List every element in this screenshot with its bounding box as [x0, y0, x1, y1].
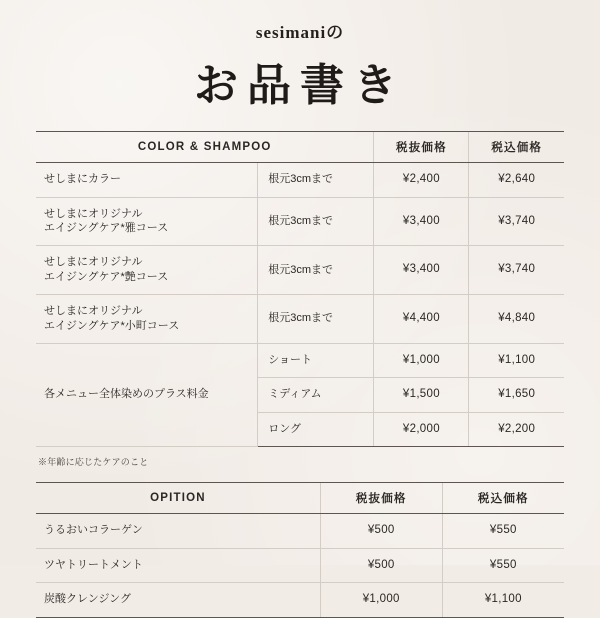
row-sub: 根元3cmまで — [258, 294, 374, 343]
tables-container — [0, 131, 600, 618]
page-header — [0, 0, 600, 113]
table-row — [36, 548, 564, 583]
option-table-head — [36, 483, 564, 514]
row-price-included: ¥2,200 — [469, 412, 564, 447]
row-price-excluded: ¥1,000 — [374, 343, 469, 378]
row-sub: ショート — [258, 343, 374, 378]
header-tax-excluded: 税抜価格 — [374, 132, 469, 163]
row-price-included: ¥3,740 — [469, 197, 564, 246]
option-table — [36, 482, 564, 618]
row-price-excluded: ¥1,000 — [320, 583, 442, 618]
row-price-included: ¥2,640 — [469, 163, 564, 198]
table-header-row — [36, 132, 564, 163]
section-spacer — [36, 468, 564, 482]
table-row — [36, 163, 564, 198]
row-name: せしまにオリジナル エイジングケア*小町コース — [36, 294, 258, 343]
row-price-included: ¥1,650 — [469, 378, 564, 413]
row-sub: 根元3cmまで — [258, 163, 374, 198]
row-sub: 根元3cmまで — [258, 246, 374, 295]
color-shampoo-table-head — [36, 132, 564, 163]
row-price-included: ¥3,740 — [469, 246, 564, 295]
row-price-excluded: ¥4,400 — [374, 294, 469, 343]
table-row — [36, 246, 564, 295]
row-name: うるおいコラーゲン — [36, 514, 320, 549]
option-table-body — [36, 514, 564, 618]
header-option-category: OPITION — [36, 483, 320, 514]
color-shampoo-table — [36, 131, 564, 447]
row-name-merged: 各メニュー全体染めのプラス料金 — [36, 343, 258, 447]
table-row — [36, 197, 564, 246]
table-row — [36, 514, 564, 549]
brand-name: sesimaniの — [255, 23, 345, 42]
row-price-included: ¥1,100 — [469, 343, 564, 378]
row-name: 炭酸クレンジング — [36, 583, 320, 618]
row-name: せしまにオリジナル エイジングケア*艶コース — [36, 246, 258, 295]
row-sub: 根元3cmまで — [258, 197, 374, 246]
row-price-excluded: ¥2,400 — [374, 163, 469, 198]
page-title: お品書き — [194, 61, 406, 110]
color-shampoo-table-body — [36, 163, 564, 447]
row-price-excluded: ¥500 — [320, 548, 442, 583]
row-sub: ミディアム — [258, 378, 374, 413]
row-price-included: ¥1,100 — [442, 583, 564, 618]
row-price-included: ¥550 — [442, 514, 564, 549]
row-price-excluded: ¥500 — [320, 514, 442, 549]
table-row — [36, 583, 564, 618]
header-option-tax-included: 税込価格 — [442, 483, 564, 514]
row-price-included: ¥4,840 — [469, 294, 564, 343]
row-price-included: ¥550 — [442, 548, 564, 583]
table-row — [36, 294, 564, 343]
row-sub: ロング — [258, 412, 374, 447]
row-price-excluded: ¥2,000 — [374, 412, 469, 447]
header-option-tax-excluded: 税抜価格 — [320, 483, 442, 514]
header-category: COLOR & SHAMPOO — [36, 132, 374, 163]
row-price-excluded: ¥3,400 — [374, 197, 469, 246]
table-header-row — [36, 483, 564, 514]
table-row — [36, 343, 564, 378]
row-name: ツヤトリートメント — [36, 548, 320, 583]
header-tax-included: 税込価格 — [469, 132, 564, 163]
row-name: せしまにカラー — [36, 163, 258, 198]
row-price-excluded: ¥3,400 — [374, 246, 469, 295]
row-name: せしまにオリジナル エイジングケア*雅コース — [36, 197, 258, 246]
footnote: ※年齢に応じたケアのこと — [38, 457, 149, 468]
row-price-excluded: ¥1,500 — [374, 378, 469, 413]
